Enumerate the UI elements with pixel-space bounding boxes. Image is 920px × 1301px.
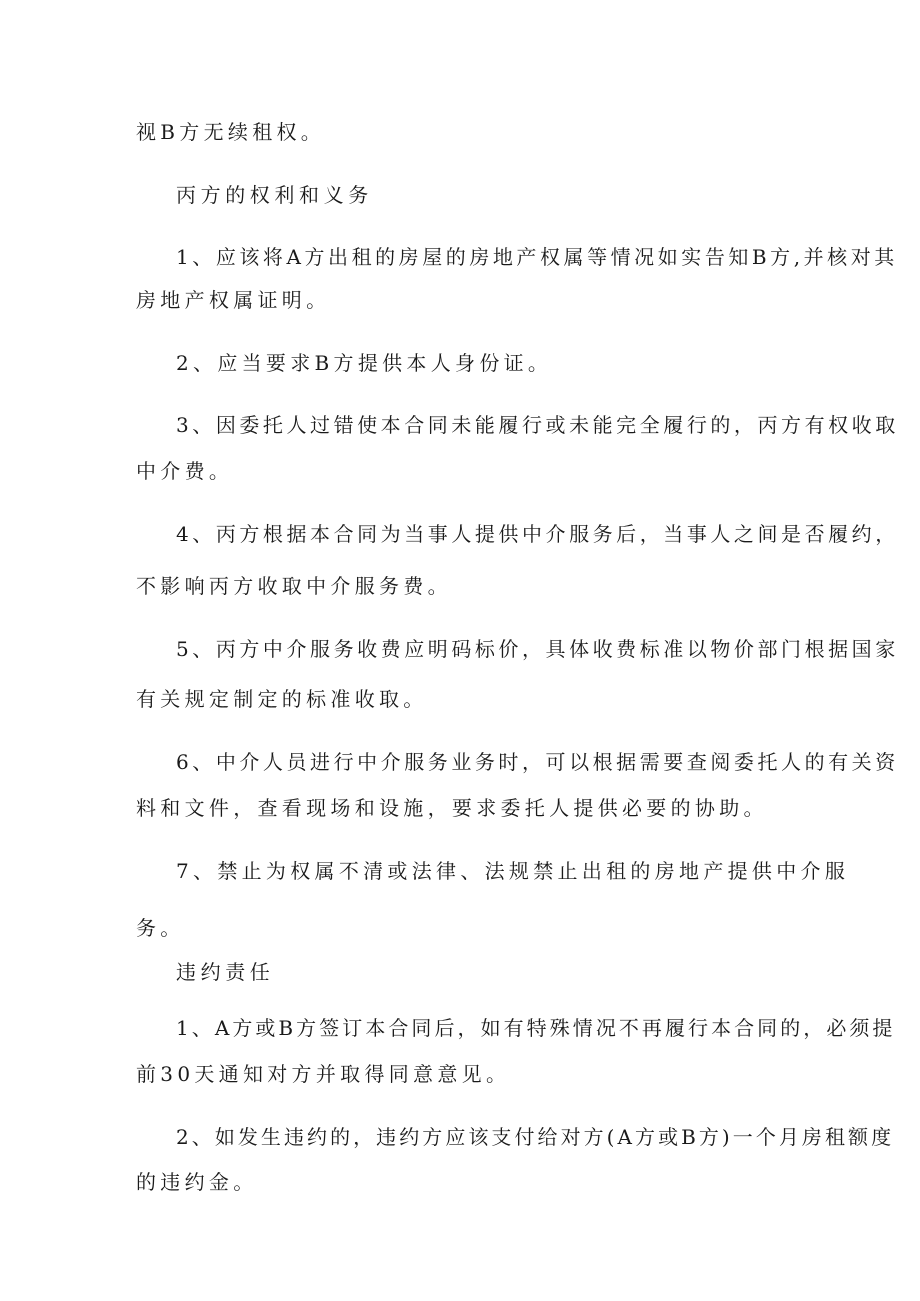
text-line: 前30天通知对方并取得同意意见。 (136, 1062, 511, 1086)
text-line: 5、丙方中介服务收费应明码标价，具体收费标准以物价部门根据国家 (176, 637, 899, 661)
text-line: 不影响丙方收取中介服务费。 (136, 574, 452, 598)
text-line: 2、应当要求B方提供本人身份证。 (176, 351, 553, 375)
text-line: 的违约金。 (136, 1170, 258, 1194)
text-line: 料和文件，查看现场和设施，要求委托人提供必要的协助。 (136, 796, 768, 820)
text-line: 有关规定制定的标准收取。 (136, 687, 428, 711)
text-line: 中介费。 (136, 459, 234, 483)
text-line: 4、丙方根据本合同为当事人提供中介服务后，当事人之间是否履约， (176, 522, 899, 546)
section-heading-party-c: 丙方的权利和义务 (176, 183, 373, 207)
text-line: 3、因委托人过错使本合同未能履行或未能完全履行的，丙方有权收取 (176, 413, 899, 437)
section-heading-breach: 违约责任 (176, 960, 275, 984)
text-line: 6、中介人员进行中介服务业务时，可以根据需要查阅委托人的有关资 (176, 750, 899, 774)
text-line: 7、禁止为权属不清或法律、法规禁止出租的房地产提供中介服 (176, 859, 850, 883)
text-line: 房地产权属证明。 (136, 288, 331, 312)
text-line: 1、应该将A方出租的房屋的房地产权属等情况如实告知B方,并核对其 (176, 245, 898, 269)
text-line: 务。 (136, 916, 185, 940)
text-line: 2、如发生违约的，违约方应该支付给对方(A方或B方)一个月房租额度 (176, 1125, 895, 1149)
text-line: 视B方无续租权。 (136, 120, 326, 144)
text-line: 1、A方或B方签订本合同后，如有特殊情况不再履行本合同的，必须提 (176, 1016, 896, 1040)
